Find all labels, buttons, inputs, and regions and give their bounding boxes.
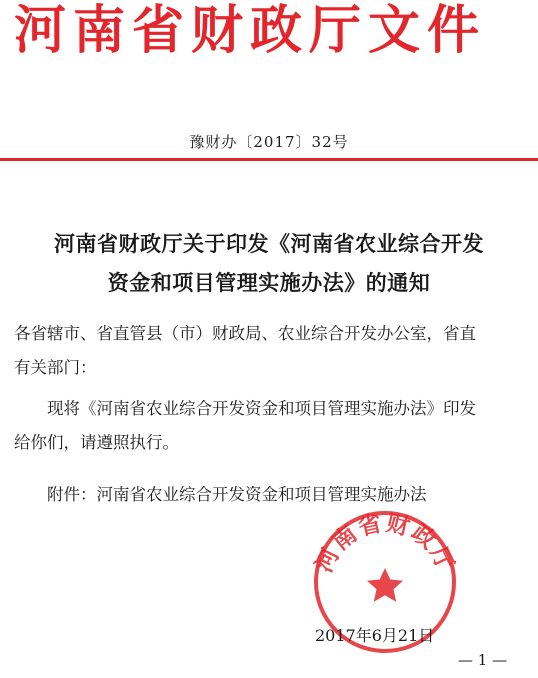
body-paragraph-line-1: 现将《河南省农业综合开发资金和项目管理实施办法》印发: [47, 399, 476, 418]
svg-text:河南省财政厅: [311, 509, 459, 576]
recipients-line-2: 有关部门：: [14, 358, 97, 377]
red-divider-line: [0, 158, 538, 161]
header-title: 河南省财政厅文件: [14, 1, 487, 61]
document-title-line-1: 河南省财政厅关于印发《河南省农业综合开发: [54, 231, 484, 256]
body-paragraph-line-2: 给你们，请遵照执行。: [14, 433, 179, 452]
document-number: 豫财办〔2017〕32号: [189, 133, 349, 151]
document-date: 2017年6月21日: [315, 626, 435, 645]
attachment-line: 附件：河南省农业综合开发资金和项目管理实施办法: [47, 485, 427, 504]
page-number: — 1 —: [458, 651, 508, 669]
document-title: [0, 224, 538, 302]
seal-text: 河南省财政厅: [311, 510, 459, 577]
star-icon: [367, 568, 403, 602]
document-title-line-2: 资金和项目管理实施办法》的通知: [107, 270, 431, 295]
recipients-line-1: 各省辖市、省直管县（市）财政局、农业综合开发办公室，省直: [14, 324, 476, 343]
